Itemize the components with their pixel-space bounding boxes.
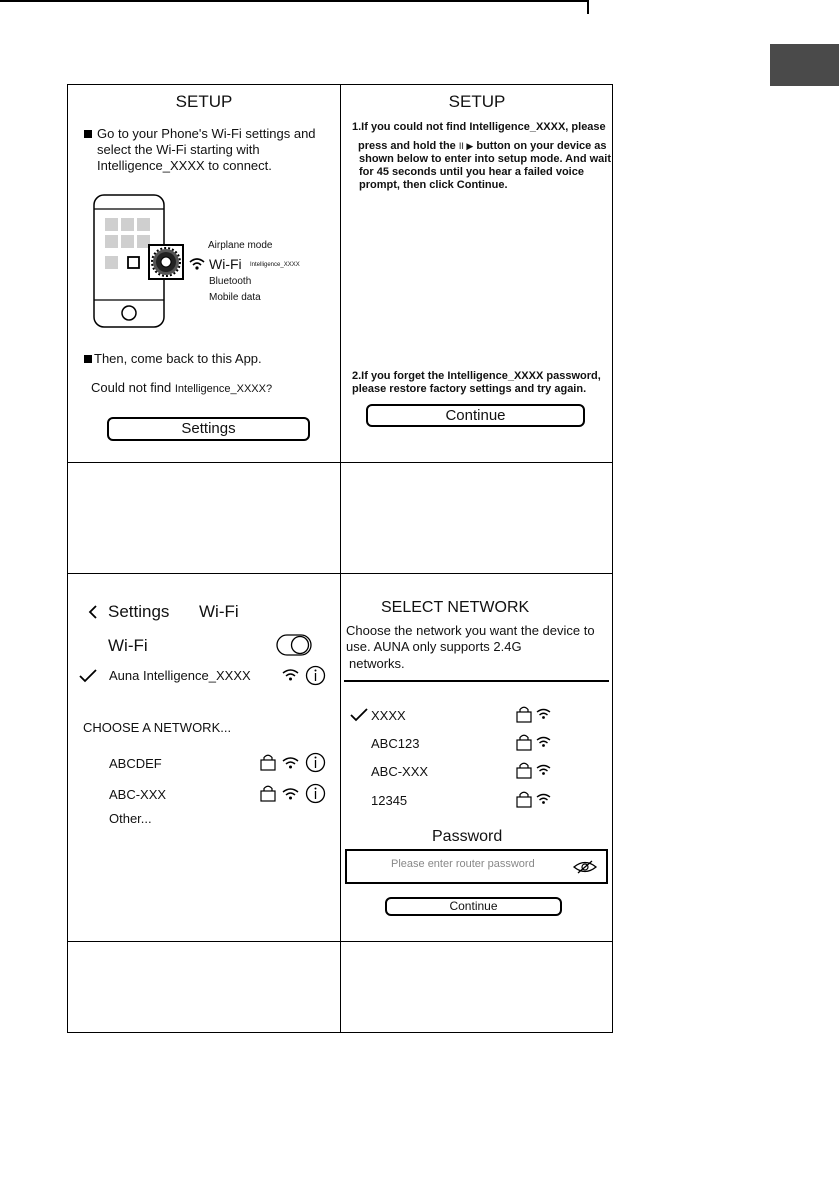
step2-line2: please restore factory settings and try again. [352, 383, 587, 395]
info-icon[interactable] [305, 783, 326, 804]
back-chevron-icon[interactable] [87, 604, 99, 620]
choose-network-heading: CHOOSE A NETWORK... [83, 720, 232, 735]
wifi-icon [282, 787, 299, 801]
step1-line2-end: button on your device as [473, 140, 607, 152]
settings-gear-icon [148, 244, 184, 280]
lock-icon [516, 790, 532, 808]
wifi-icon [282, 756, 299, 770]
select-network-desc-line2: use. AUNA only supports 2.4G [346, 639, 522, 654]
top-rule [0, 0, 588, 2]
network-item-label[interactable]: ABC-XXX [109, 787, 167, 802]
could-not-find-label: Could not find [91, 380, 175, 395]
panel1-instruction: Go to your Phone's Wi-Fi settings and select the Wi-Fi starting with Intelligence_XXXX to connect. [97, 126, 316, 173]
settings-button[interactable]: Settings [107, 417, 310, 441]
top-rule-cap [587, 0, 589, 14]
wifi-icon [536, 793, 551, 805]
step1-line3: shown below to enter into setup mode. And wait [359, 153, 611, 165]
continue-button-setup[interactable]: Continue [366, 404, 585, 427]
lock-icon [516, 761, 532, 779]
panel1-return-note: Then, come back to this App. [94, 351, 262, 366]
other-network-link[interactable]: Other... [109, 811, 152, 826]
eye-hidden-icon[interactable] [572, 860, 598, 874]
step2-line1: 2.If you forget the Intelligence_XXXX password, [352, 370, 601, 382]
menu-wifi-network: Intelligence_XXXX [250, 262, 300, 268]
wifi-icon [536, 708, 551, 720]
wifi-page-title: Wi-Fi [199, 602, 239, 621]
lock-icon [516, 733, 532, 751]
password-placeholder: Please enter router password [391, 858, 535, 870]
network-row-label[interactable]: XXXX [371, 708, 406, 723]
bullet-square [84, 355, 92, 363]
could-not-find-network: Intelligence_XXXX? [174, 383, 273, 395]
select-network-title: SELECT NETWORK [381, 599, 530, 616]
password-field[interactable] [345, 849, 608, 884]
wifi-icon [282, 668, 299, 682]
lock-icon [260, 753, 276, 771]
network-row-label[interactable]: ABC123 [371, 736, 420, 751]
step1-line4: for 45 seconds until you hear a failed voice [359, 166, 584, 178]
step1-line1: 1.If you could not find Intelligence_XXXX, please [352, 121, 606, 133]
connected-network-name[interactable]: Auna Intelligence_XXXX [109, 668, 251, 683]
wifi-icon [188, 256, 206, 271]
menu-bluetooth: Bluetooth [209, 276, 252, 287]
row-divider-2 [67, 573, 613, 574]
select-network-desc-line1: Choose the network you want the device to [346, 623, 595, 638]
column-divider [340, 84, 341, 1033]
menu-airplane-mode: Airplane mode [208, 240, 273, 251]
checkmark-icon [78, 668, 98, 684]
select-network-desc-line3: networks. [349, 656, 405, 671]
step1-line5: prompt, then click Continue. [359, 179, 508, 191]
password-label: Password [432, 828, 503, 845]
lock-icon [260, 784, 276, 802]
step1-line2-start: press and hold the [358, 140, 459, 152]
row-divider-1 [67, 462, 613, 463]
panel1-title: SETUP [175, 92, 233, 111]
wifi-icon [536, 764, 551, 776]
back-settings-label[interactable]: Settings [108, 602, 170, 621]
language-tab [770, 44, 839, 86]
could-not-find-text [91, 380, 272, 397]
lock-icon [516, 705, 532, 723]
continue-button-network[interactable]: Continue [385, 897, 562, 916]
wifi-toggle-switch[interactable] [276, 634, 312, 656]
info-icon[interactable] [305, 665, 326, 686]
network-item-label[interactable]: ABCDEF [109, 756, 162, 771]
network-row-label[interactable]: 12345 [371, 793, 408, 808]
info-icon[interactable] [305, 752, 326, 773]
wifi-icon [536, 736, 551, 748]
menu-wifi: Wi-Fi [209, 256, 242, 272]
section-divider [344, 680, 609, 682]
menu-mobile-data: Mobile data [209, 292, 261, 303]
panel2-title: SETUP [448, 92, 506, 111]
row-divider-3 [67, 941, 613, 942]
network-row-label[interactable]: ABC-XXX [371, 764, 429, 779]
bullet-square [84, 130, 92, 138]
play-pause-icon: II ▶ [458, 141, 474, 151]
checkmark-icon [349, 707, 369, 723]
wifi-toggle-label: Wi-Fi [108, 636, 148, 655]
